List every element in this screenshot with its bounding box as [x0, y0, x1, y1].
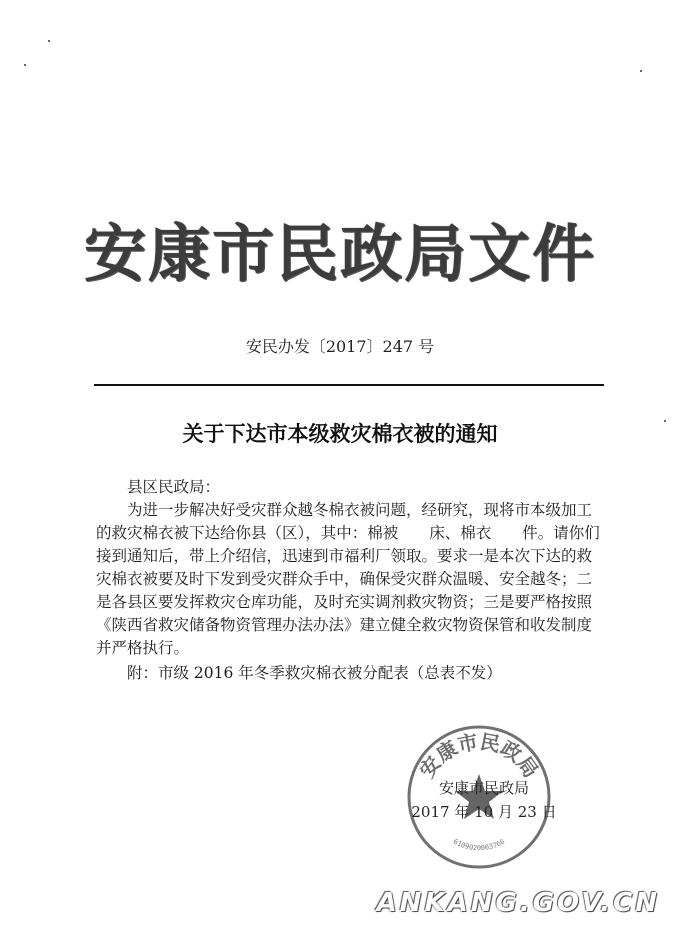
scan-speck: [640, 70, 642, 72]
doc-number: 安民办发〔2017〕247 号: [245, 337, 435, 356]
body-paragraph: 为进一步解决好受灾群众越冬棉衣被问题，经研究，现将市本级加工的救灾棉衣被下达给你县（区），其中：棉被 床、棉衣 件。请你们接到通知后，带上介绍信，迅速到市福利厂领取。要求一是本次下达的救灾棉衣被要及时下发到受灾群众手中，确保受灾群众温暖、安全越冬；二是各县区要发挥救灾仓库功能，及时充实调剂救灾物资；三是要严格按照《陕西省救灾储备物资管理办法办法》建立健全救灾物资保管和收发制度并严格执行。: [96, 501, 600, 657]
attachment-line: 附：市级 2016 年冬季救灾棉衣被分配表（总表不发）: [127, 664, 502, 682]
seal-text: 安康市民政局: [414, 729, 544, 782]
header-title: 安康市民政局文件: [83, 217, 596, 290]
body-text: [96, 476, 606, 685]
notice-title: 关于下达市本级救灾棉衣被的通知: [182, 421, 498, 446]
signature-block: [384, 776, 584, 824]
scan-speck: [48, 40, 50, 42]
seal-serial: 6109020003766: [451, 837, 507, 853]
salutation: 县区民政局：: [127, 478, 221, 496]
scan-speck: [24, 64, 26, 66]
signature-date: 2017 年 10 月 23 日: [411, 803, 557, 821]
header-divider: [94, 384, 604, 386]
signature-org: 安康市民政局: [438, 779, 529, 797]
site-watermark: ANKANG.GOV.CN: [376, 888, 660, 918]
